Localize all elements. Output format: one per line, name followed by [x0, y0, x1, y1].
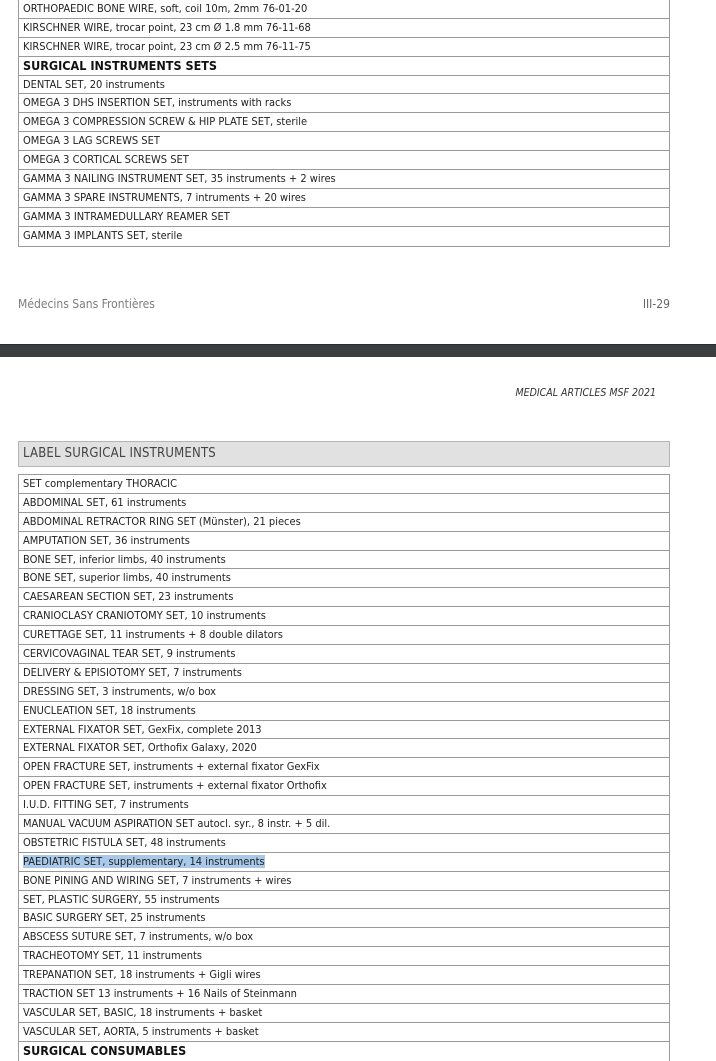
- row-text: ABDOMINAL SET, 61 instruments: [23, 495, 187, 509]
- row-text: GAMMA 3 NAILING INSTRUMENT SET, 35 instruments + 2 wires: [23, 172, 336, 186]
- table-row: [19, 588, 669, 607]
- table-row: [19, 132, 669, 151]
- items-table-bottom: [18, 474, 670, 1061]
- row-text: KIRSCHNER WIRE, trocar point, 23 cm Ø 2.5 mm 76-11-75: [23, 39, 311, 53]
- row-text: OPEN FRACTURE SET, instruments + external fixator Orthofix: [23, 779, 327, 793]
- row-text: CAESAREAN SECTION SET, 23 instruments: [23, 590, 234, 604]
- table-row: [19, 683, 669, 702]
- table-row: [19, 189, 669, 208]
- table-row: [19, 985, 669, 1004]
- row-text: TRACHEOTOMY SET, 11 instruments: [23, 949, 203, 963]
- section-title: LABEL SURGICAL INSTRUMENTS: [18, 441, 670, 467]
- row-text: OMEGA 3 CORTICAL SCREWS SET: [23, 153, 189, 167]
- row-text: SET complementary THORACIC: [23, 477, 178, 490]
- document-page-bottom: [0, 357, 716, 1060]
- row-text: EXTERNAL FIXATOR SET, Orthofix Galaxy, 2020: [23, 741, 257, 755]
- row-text: CERVICOVAGINAL TEAR SET, 9 instruments: [23, 647, 236, 661]
- table-row: [19, 38, 669, 57]
- row-text: GAMMA 3 SPARE INSTRUMENTS, 7 intruments + 20 wires: [23, 190, 306, 204]
- table-row: [19, 551, 669, 570]
- table-row: [19, 815, 669, 834]
- table-row: [19, 0, 669, 19]
- section-heading-row: [19, 57, 669, 76]
- row-text: EXTERNAL FIXATOR SET, GexFix, complete 2013: [23, 722, 262, 736]
- table-row: [19, 170, 669, 189]
- table-row: [19, 947, 669, 966]
- table-row: [19, 928, 669, 947]
- table-row: [19, 796, 669, 815]
- row-text: SURGICAL CONSUMABLES: [23, 1042, 187, 1058]
- row-text: GAMMA 3 INTRAMEDULLARY REAMER SET: [23, 209, 230, 223]
- table-row: [19, 94, 669, 113]
- section-heading-row: [19, 1042, 669, 1061]
- row-text: ABDOMINAL RETRACTOR RING SET (Münster), 21 pieces: [23, 514, 301, 528]
- table-row: [19, 113, 669, 132]
- table-row: [19, 19, 669, 38]
- table-row: [19, 607, 669, 626]
- row-text: VASCULAR SET, BASIC, 18 instruments + basket: [23, 1005, 263, 1019]
- row-text: TREPANATION SET, 18 instruments + Gigli wires: [23, 968, 261, 982]
- row-text: ABSCESS SUTURE SET, 7 instruments, w/o box: [23, 930, 254, 944]
- page-separator: [0, 344, 716, 357]
- table-row: [19, 872, 669, 891]
- row-text: BONE PINING AND WIRING SET, 7 instruments + wires: [23, 873, 292, 887]
- row-text: OMEGA 3 COMPRESSION SCREW & HIP PLATE SET, sterile: [23, 115, 308, 129]
- table-row: [19, 626, 669, 645]
- page-footer-publisher: Médecins Sans Frontières: [18, 297, 155, 311]
- table-row: [19, 1023, 669, 1042]
- row-text: I.U.D. FITTING SET, 7 instruments: [23, 798, 189, 812]
- row-text: OMEGA 3 DHS INSERTION SET, instruments with racks: [23, 96, 292, 110]
- document-page-top: [0, 0, 716, 344]
- table-row: [19, 513, 669, 532]
- items-table-top: [18, 0, 670, 247]
- row-text: AMPUTATION SET, 36 instruments: [23, 533, 190, 547]
- table-row: [19, 758, 669, 777]
- table-row: [19, 739, 669, 758]
- table-row: [19, 208, 669, 227]
- table-row: [19, 569, 669, 588]
- row-text: SURGICAL INSTRUMENTS SETS: [23, 57, 218, 73]
- row-text: CRANIOCLASY CRANIOTOMY SET, 10 instruments: [23, 609, 266, 623]
- table-row: [19, 777, 669, 796]
- table-row: [19, 834, 669, 853]
- row-text: TRACTION SET 13 instruments + 16 Nails of Steinmann: [23, 987, 297, 1001]
- table-row: [19, 227, 669, 246]
- table-row: [19, 494, 669, 513]
- table-row: [19, 151, 669, 170]
- row-text: ENUCLEATION SET, 18 instruments: [23, 703, 196, 717]
- table-row: [19, 664, 669, 683]
- table-row: [19, 966, 669, 985]
- row-text: BONE SET, superior limbs, 40 instruments: [23, 571, 231, 585]
- table-row: [19, 891, 669, 910]
- table-row: [19, 532, 669, 551]
- table-row: [19, 645, 669, 664]
- selected-text[interactable]: PAEDIATRIC SET, supplementary, 14 instruments: [23, 854, 265, 868]
- table-row: [19, 721, 669, 740]
- row-text: OBSTETRIC FISTULA SET, 48 instruments: [23, 835, 226, 849]
- table-row: [19, 475, 669, 494]
- page-number: III-29: [642, 297, 670, 311]
- table-row: [19, 909, 669, 928]
- row-text: OMEGA 3 LAG SCREWS SET: [23, 134, 160, 148]
- table-row: [19, 76, 669, 95]
- row-text: DRESSING SET, 3 instruments, w/o box: [23, 684, 216, 698]
- row-text: BONE SET, inferior limbs, 40 instruments: [23, 552, 226, 566]
- row-text: OPEN FRACTURE SET, instruments + external fixator GexFix: [23, 760, 320, 774]
- row-text: MANUAL VACUUM ASPIRATION SET autocl. syr., 8 instr. + 5 dil.: [23, 817, 331, 831]
- row-text: DENTAL SET, 20 instruments: [23, 77, 165, 91]
- row-text: SET, PLASTIC SURGERY, 55 instruments: [23, 892, 220, 906]
- row-text: ORTHOPAEDIC BONE WIRE, soft, coil 10m, 2mm 76-01-20: [23, 2, 308, 15]
- row-text: BASIC SURGERY SET, 25 instruments: [23, 911, 206, 925]
- page-header-title: MEDICAL ARTICLES MSF 2021: [515, 387, 656, 399]
- row-text: GAMMA 3 IMPLANTS SET, sterile: [23, 228, 183, 242]
- row-text: KIRSCHNER WIRE, trocar point, 23 cm Ø 1.8 mm 76-11-68: [23, 20, 311, 34]
- table-row: [19, 1004, 669, 1023]
- table-row: [19, 853, 669, 872]
- row-text: DELIVERY & EPISIOTOMY SET, 7 instruments: [23, 665, 242, 679]
- row-text: VASCULAR SET, AORTA, 5 instruments + basket: [23, 1024, 259, 1038]
- row-text: CURETTAGE SET, 11 instruments + 8 double dilators: [23, 628, 283, 642]
- table-row: [19, 702, 669, 721]
